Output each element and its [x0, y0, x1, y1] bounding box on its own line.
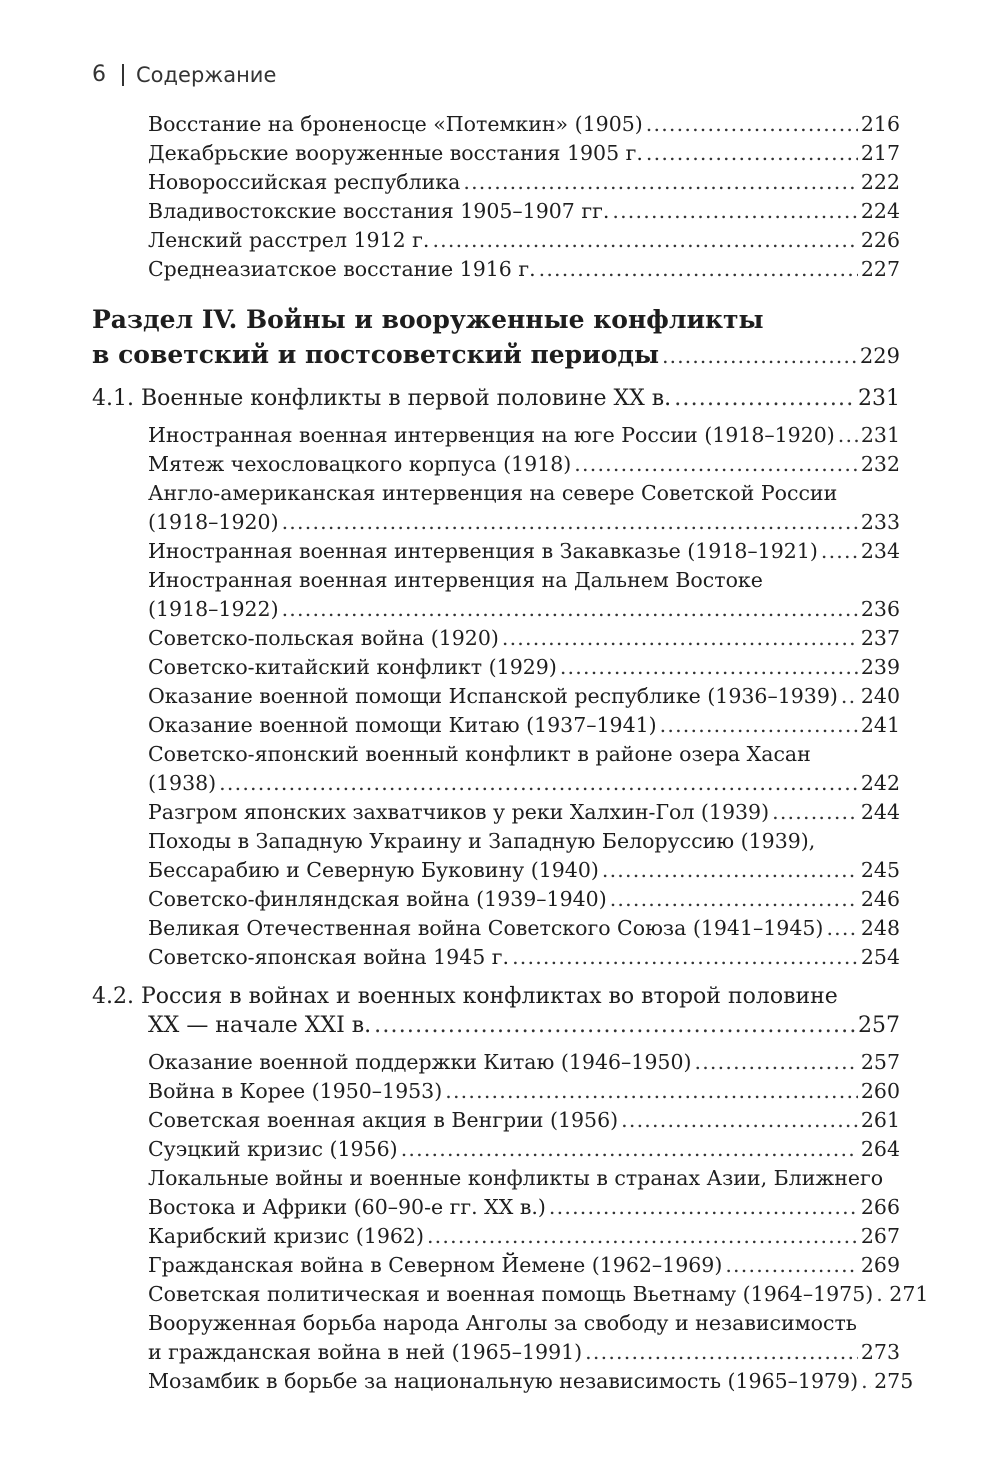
section-title: 4.1. Военные конфликты в первой половине XX в. [92, 386, 672, 411]
toc-entry-page: 239 [860, 655, 900, 679]
dot-leader [725, 1251, 858, 1279]
toc-entry[interactable] [148, 1106, 900, 1134]
toc-entry-line1[interactable]: Советско-японский военный конфликт в районе озера Хасан [148, 742, 811, 766]
toc-entry-title: Суэцкий кризис (1956) [148, 1137, 398, 1161]
dot-leader [662, 339, 857, 373]
dot-leader [861, 1367, 871, 1395]
toc-entry-page: 240 [860, 684, 900, 708]
dot-leader [660, 711, 858, 739]
header-divider [122, 64, 124, 86]
toc-entry-page: 233 [860, 510, 900, 534]
toc-entry-page: 216 [860, 112, 900, 136]
running-title: Содержание [136, 62, 277, 87]
toc-entry[interactable] [148, 1193, 900, 1221]
toc-entry[interactable] [148, 1222, 900, 1250]
toc-entry-page: 273 [860, 1340, 900, 1364]
toc-entry-title: Война в Корее (1950–1953) [148, 1079, 443, 1103]
toc-entry-title: Новороссийская республика [148, 170, 461, 194]
toc-entry-title: Бессарабию и Северную Буковину (1940) [148, 858, 599, 882]
dot-leader [876, 1280, 886, 1308]
toc-entry-page: 227 [860, 257, 900, 281]
dot-leader [463, 168, 858, 196]
section-heading[interactable] [148, 1012, 900, 1040]
part-heading-line1[interactable]: Раздел IV. Войны и вооруженные конфликты [92, 305, 764, 334]
toc-entry-page: 245 [860, 858, 900, 882]
toc-entry-title: Мятеж чехословацкого корпуса (1918) [148, 452, 572, 476]
part-heading-line2: в советский и постсоветский периоды [92, 340, 660, 369]
toc-entry-page: 248 [860, 916, 900, 940]
toc-entry[interactable] [148, 914, 900, 942]
toc-entry-title: Оказание военной поддержки Китаю (1946–1950) [148, 1050, 692, 1074]
dot-leader [694, 1048, 857, 1076]
part-heading[interactable] [92, 338, 900, 373]
toc-entry-title: Советская политическая и военная помощь Вьетнаму (1964–1975) [148, 1282, 874, 1306]
toc-entry-title: Декабрьские вооруженные восстания 1905 г. [148, 141, 643, 165]
toc-entry-title: Великая Отечественная война Советского Союза (1941–1945) [148, 916, 824, 940]
toc-entry[interactable] [148, 537, 900, 565]
toc-entry-title: Советско-японская война 1945 г. [148, 945, 510, 969]
toc-entry[interactable] [148, 168, 900, 196]
toc-entry-page: 234 [860, 539, 900, 563]
toc-entry[interactable] [148, 798, 900, 826]
toc-entry-title: (1918–1920) [148, 510, 279, 534]
toc-entry-page: 266 [860, 1195, 900, 1219]
dot-leader [674, 385, 855, 413]
dot-leader [219, 769, 858, 797]
toc-entry[interactable] [148, 110, 900, 138]
toc-entry[interactable] [148, 226, 900, 254]
dot-leader [585, 1338, 858, 1366]
section-heading-line1[interactable]: 4.2. Россия в войнах и военных конфликтах во второй половине [92, 984, 838, 1009]
dot-leader [427, 1222, 858, 1250]
toc-entry-page: 241 [860, 713, 900, 737]
dot-leader [646, 110, 858, 138]
dot-leader [621, 1106, 858, 1134]
running-head [92, 62, 276, 87]
dot-leader [821, 537, 858, 565]
section-title: XX — начале XXI в. [148, 1013, 372, 1038]
toc-entry-page: 254 [860, 945, 900, 969]
toc-entry-page: 244 [860, 800, 900, 824]
dot-leader [560, 653, 858, 681]
toc-entry-page: 246 [860, 887, 900, 911]
toc-entry-page: 275 [874, 1369, 914, 1393]
toc-entry-title: Иностранная военная интервенция на юге России (1918–1920) [148, 423, 835, 447]
section-page: 257 [858, 1013, 900, 1038]
toc-entry-page: 257 [860, 1050, 900, 1074]
toc-entry-page: 261 [860, 1108, 900, 1132]
toc-entry[interactable] [148, 450, 900, 478]
toc-entry[interactable] [148, 1338, 900, 1366]
toc-entry-line1[interactable]: Иностранная военная интервенция на Дальнем Востоке [148, 568, 763, 592]
toc-entry-page: 271 [889, 1282, 929, 1306]
toc-entry[interactable] [148, 139, 900, 167]
toc-entry[interactable] [148, 653, 900, 681]
toc-entry[interactable] [148, 769, 900, 797]
toc-entry-page: 267 [860, 1224, 900, 1248]
toc-entry-title: Восстание на броненосце «Потемкин» (1905) [148, 112, 643, 136]
dot-leader [838, 421, 858, 449]
toc-entry[interactable] [148, 885, 900, 913]
toc-entry-title: Мозамбик в борьбе за национальную независимость (1965–1979) [148, 1369, 859, 1393]
dot-leader [502, 624, 858, 652]
toc-entry-title: и гражданская война в ней (1965–1991) [148, 1340, 583, 1364]
toc-entry-title: Оказание военной помощи Испанской республике (1936–1939) [148, 684, 838, 708]
toc-entry-title: Востока и Африки (60–90-е гг. XX в.) [148, 1195, 546, 1219]
toc-entry-title: Оказание военной помощи Китаю (1937–1941) [148, 713, 657, 737]
toc-entry-page: 260 [860, 1079, 900, 1103]
dot-leader [772, 798, 858, 826]
toc-entry-page: 269 [860, 1253, 900, 1277]
toc-entry-title: Советско-китайский конфликт (1929) [148, 655, 557, 679]
toc-entry[interactable] [148, 624, 900, 652]
toc-entry[interactable] [148, 421, 900, 449]
toc-entry-title: Владивостокские восстания 1905–1907 гг. [148, 199, 610, 223]
toc-entry-title: Среднеазиатское восстание 1916 г. [148, 257, 536, 281]
toc-entry[interactable] [148, 1280, 929, 1308]
toc-entry[interactable] [148, 595, 900, 623]
dot-leader [374, 1012, 855, 1040]
dot-leader [549, 1193, 858, 1221]
toc-entry-page: 232 [860, 452, 900, 476]
toc-entry[interactable] [148, 682, 900, 710]
toc-entry[interactable] [148, 943, 900, 971]
dot-leader [612, 197, 858, 225]
toc-entry-title: (1938) [148, 771, 217, 795]
toc-entry-page: 237 [860, 626, 900, 650]
dot-leader [610, 885, 858, 913]
toc-entry-title: Советская военная акция в Венгрии (1956) [148, 1108, 619, 1132]
toc-entry-page: 231 [860, 423, 900, 447]
part-heading-page: 229 [859, 344, 900, 368]
dot-leader [539, 255, 858, 283]
toc-entry[interactable] [148, 1367, 914, 1395]
toc-entry[interactable] [148, 508, 900, 536]
dot-leader [401, 1135, 858, 1163]
toc-entry-title: Иностранная военная интервенция в Закавказье (1918–1921) [148, 539, 818, 563]
dot-leader [282, 595, 858, 623]
toc-entry-line1[interactable]: Англо-американская интервенция на севере Советской России [148, 481, 838, 505]
toc-entry-title: Карибский кризис (1962) [148, 1224, 424, 1248]
toc-entry-page: 226 [860, 228, 900, 252]
toc-entry-line1[interactable]: Локальные войны и военные конфликты в странах Азии, Ближнего [148, 1166, 884, 1190]
toc-entry[interactable] [148, 711, 900, 739]
toc-entry[interactable] [148, 856, 900, 884]
toc-entry-page: 242 [860, 771, 900, 795]
toc-entry-page: 217 [860, 141, 900, 165]
toc-entry-title: Советско-финляндская война (1939–1940) [148, 887, 607, 911]
dot-leader [841, 682, 858, 710]
toc-entry-title: Гражданская война в Северном Йемене (1962–1969) [148, 1253, 723, 1277]
dot-leader [602, 856, 858, 884]
toc-entry-page: 236 [860, 597, 900, 621]
toc-entry[interactable] [148, 197, 900, 225]
toc-entry-page: 224 [860, 199, 900, 223]
dot-leader [512, 943, 858, 971]
toc-entry[interactable] [148, 1048, 900, 1076]
dot-leader [574, 450, 858, 478]
toc-entry[interactable] [148, 1251, 900, 1279]
toc-entry-page: 222 [860, 170, 900, 194]
dot-leader [826, 914, 857, 942]
dot-leader [432, 226, 857, 254]
toc-entry-page: 264 [860, 1137, 900, 1161]
toc-entry-line1[interactable]: Вооруженная борьба народа Анголы за свободу и независимость [148, 1311, 857, 1335]
toc-entry-title: Советско-польская война (1920) [148, 626, 499, 650]
toc-entry[interactable] [148, 1077, 900, 1105]
toc-entry-title: Разгром японских захватчиков у реки Халхин-Гол (1939) [148, 800, 770, 824]
dot-leader [445, 1077, 858, 1105]
toc-entry-title: (1918–1922) [148, 597, 279, 621]
dot-leader [646, 139, 858, 167]
toc-entry-title: Ленский расстрел 1912 г. [148, 228, 430, 252]
toc-entry[interactable] [148, 255, 900, 283]
dot-leader [282, 508, 858, 536]
toc-entry-line1[interactable]: Походы в Западную Украину и Западную Белоруссию (1939), [148, 829, 816, 853]
section-heading[interactable] [92, 385, 900, 413]
page-number: 6 [92, 62, 106, 87]
toc-entry[interactable] [148, 1135, 900, 1163]
section-page: 231 [858, 386, 900, 411]
